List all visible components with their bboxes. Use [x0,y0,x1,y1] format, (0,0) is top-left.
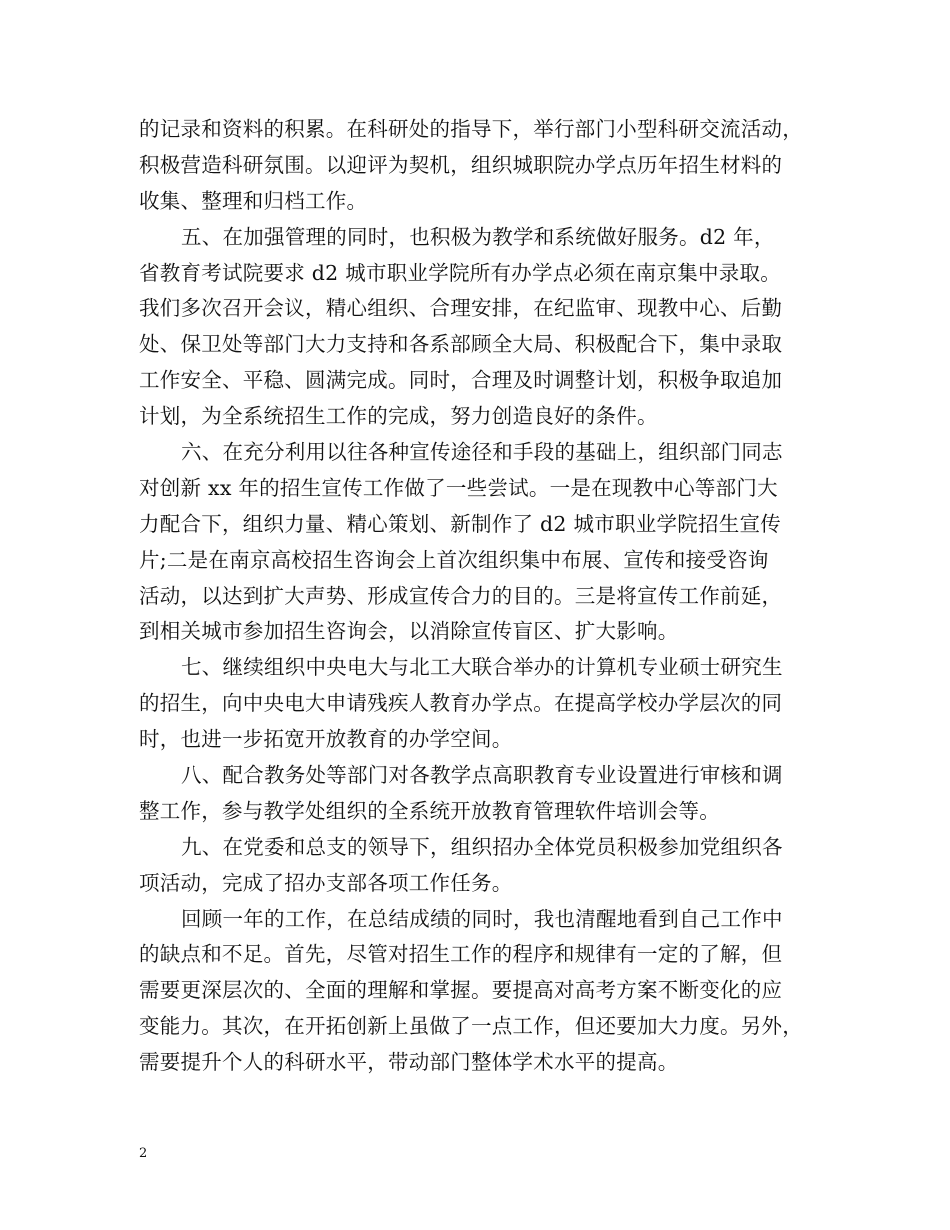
text-line: 省教育考试院要求 d2 城市职业学院所有办学点必须在南京集中录取。 [139,260,781,285]
text-line: 的记录和资料的积累。在科研处的指导下，举行部门小型科研交流活动， [139,117,803,141]
text-line: 工作安全、平稳、圆满完成。同时，合理及时调整计划，积极争取追加 [139,368,783,393]
text-line: 八、配合教务处等部门对各教学点高职教育专业设置进行审核和调 [181,763,783,788]
text-line: 需要提升个人的科研水平，带动部门整体学术水平的提高。 [139,1050,679,1075]
text-line: 时，也进一步拓宽开放教育的办学空间。 [139,727,513,752]
paragraph-item-6 [139,435,811,650]
text-line: 计划，为全系统招生工作的完成，努力创造良好的条件。 [139,404,658,429]
paragraph-continued [139,112,811,220]
text-line: 活动，以达到扩大声势、形成宣传合力的目的。三是将宣传工作前延， [139,583,783,608]
page-number: 2 [139,1146,148,1161]
paragraph-item-9 [139,830,811,902]
text-line: 回顾一年的工作，在总结成绩的同时，我也清醒地看到自己工作中 [181,906,783,931]
text-line: 我们多次召开会议，精心组织、合理安排，在纪监审、现教中心、后勤 [139,296,783,321]
text-line: 的缺点和不足。首先，尽管对招生工作的程序和规律有一定的了解，但 [139,942,783,967]
text-line: 对创新 xx 年的招生宣传工作做了一些尝试。一是在现教中心等部门大 [139,475,778,500]
text-line: 到相关城市参加招生咨询会，以消除宣传盲区、扩大影响。 [139,619,679,644]
text-line: 力配合下，组织力量、精心策划、新制作了 d2 城市职业学院招生宣传 [139,511,781,536]
text-line: 需要更深层次的、全面的理解和掌握。要提高对高考方案不断变化的应 [139,978,783,1003]
paragraph-item-5 [139,220,811,435]
text-line: 五、在加强管理的同时，也积极为教学和系统做好服务。d2 年， [181,224,775,249]
paragraph-review [139,902,811,1081]
text-line: 积极营造科研氛围。以迎评为契机，组织城职院办学点历年招生材料的 [139,152,783,177]
text-line: 变能力。其次，在开拓创新上虽做了一点工作，但还要加大力度。另外， [139,1014,803,1039]
paragraph-item-7 [139,650,811,758]
text-line: 的招生，向中央电大申请残疾人教育办学点。在提高学校办学层次的同 [139,691,783,716]
text-line: 九、在党委和总支的领导下，组织招办全体党员积极参加党组织各 [181,834,783,859]
text-line: 项活动，完成了招办支部各项工作任务。 [139,870,513,895]
text-line: 处、保卫处等部门大力支持和各系部顾全大局、积极配合下，集中录取 [139,332,783,357]
text-line: 收集、整理和归档工作。 [139,188,368,213]
text-line: 七、继续组织中央电大与北工大联合举办的计算机专业硕士研究生 [181,655,783,680]
document-body [139,112,811,1081]
text-line: 整工作，参与教学处组织的全系统开放教育管理软件培训会等。 [139,798,720,823]
text-line: 六、在充分利用以往各种宣传途径和手段的基础上，组织部门同志 [181,440,783,465]
text-line: 片;二是在南京高校招生咨询会上首次组织集中布展、宣传和接受咨询 [139,547,769,572]
paragraph-item-8 [139,758,811,830]
